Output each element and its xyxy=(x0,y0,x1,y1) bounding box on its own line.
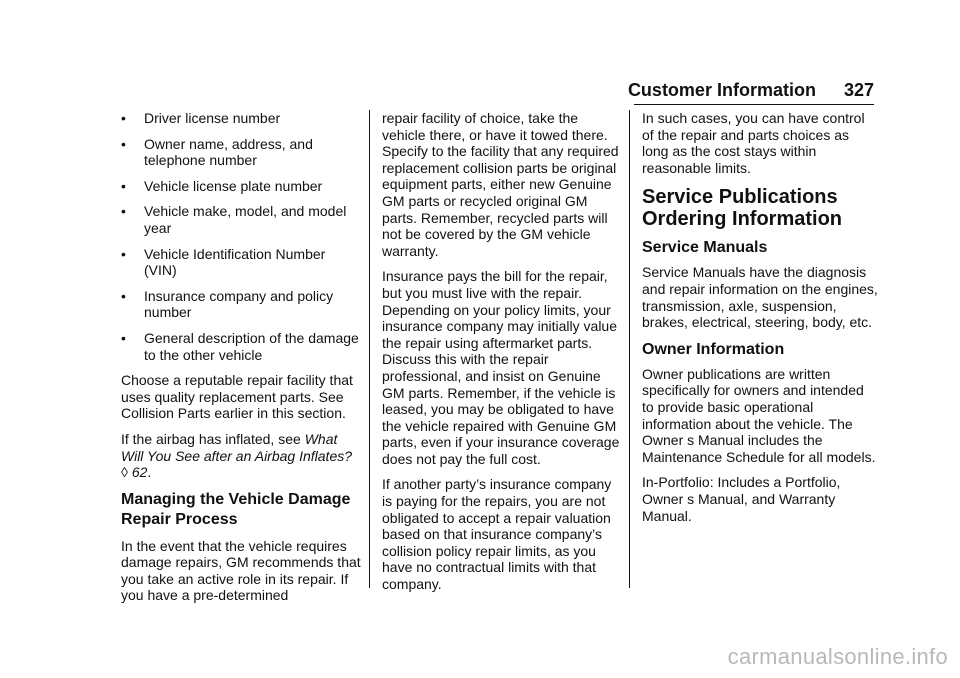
header-rule xyxy=(634,104,874,105)
paragraph-other-party: If another party’s insurance company is paying for the repairs, you are not obligated to accept a repair valuation based on that insurance company’s collision policy repair limits, as you have no contractual limits with that company. xyxy=(382,476,612,593)
section-title: Customer Information xyxy=(627,80,816,100)
column-divider xyxy=(629,110,630,588)
column-3 xyxy=(642,110,878,533)
column-2 xyxy=(382,110,620,602)
paragraph-service-manuals: Service Manuals have the diagnosis and repair information on the engines, transmission, axle, suspension, brakes, electrical, steering, body, etc. xyxy=(642,264,878,331)
list-item-text: Vehicle license plate number xyxy=(144,177,323,194)
list-item xyxy=(121,246,361,279)
page-ref-icon: ◊ xyxy=(121,464,128,481)
airbag-suffix: . xyxy=(147,464,152,481)
list-item xyxy=(121,136,361,169)
bullet-marker: • xyxy=(121,135,126,152)
heading-managing-repair: Managing the Vehicle Damage Repair Process xyxy=(121,490,351,528)
list-item xyxy=(121,178,361,195)
list-item-text: Driver license number xyxy=(144,110,281,126)
list-item-text: General description of the damage to the other vehicle xyxy=(144,329,359,363)
page-header xyxy=(0,80,874,104)
bullet-marker: • xyxy=(121,329,126,346)
bullet-marker: • xyxy=(121,110,126,126)
airbag-prefix: If the airbag has inflated, see xyxy=(121,430,305,447)
list-item-text: Vehicle Identification Number (VIN) xyxy=(144,245,326,279)
list-item xyxy=(121,203,361,236)
paragraph-owner-information: Owner publications are written specifically for owners and intended to provide basic operational information about the vehicle. The Owner s Manual includes the Maintenance Schedule for all models. xyxy=(642,365,876,465)
paragraph-choose-facility: Choose a reputable repair facility that uses quality replacement parts. See Collision Parts earlier in this section. xyxy=(121,372,353,422)
watermark: carmanualsonline.info xyxy=(727,644,948,669)
list-item xyxy=(121,288,361,321)
bullet-marker: • xyxy=(121,177,126,194)
bullet-marker: • xyxy=(121,245,126,262)
page-number: 327 xyxy=(843,80,874,100)
heading-owner-information: Owner Information xyxy=(642,340,785,358)
paragraph-in-portfolio: In-Portfolio: Includes a Portfolio, Owner s Manual, and Warranty Manual. xyxy=(642,474,841,524)
paragraph-insurance: Insurance pays the bill for the repair, but you must live with the repair. Depending on your policy limits, your insurance company may initially value the repair using aftermarket parts. Discuss this with the repair professional, and insist on Genuine GM parts. Remember, if the vehicle is leased, you may be obligated to have the vehicle repaired with Genuine GM parts, even if your insurance coverage does not pay the full cost. xyxy=(382,268,620,467)
paragraph-repair-facility: repair facility of choice, take the vehicle there, or have it towed there. Specify to the facility that any required replacement collision parts be original equipment parts, either new Genuine GM parts or recycled original GM parts. Remember, recycled parts will not be covered by the GM vehicle warranty. xyxy=(382,110,619,259)
heading-service-publications: Service Publications Ordering Information xyxy=(642,186,842,231)
airbag-page-ref[interactable]: 62 xyxy=(131,464,148,481)
list-item xyxy=(121,330,361,363)
list-item xyxy=(121,110,361,127)
list-item-text: Vehicle make, model, and model year xyxy=(144,203,347,236)
airbag-link[interactable]: What Will You See after an Airbag Inflates? xyxy=(121,430,353,464)
list-item-text: Owner name, address, and telephone number xyxy=(144,135,313,169)
bullet-marker: • xyxy=(121,287,126,304)
column-1 xyxy=(121,110,361,613)
heading-service-manuals: Service Manuals xyxy=(642,239,768,257)
list-item-text: Insurance company and policy number xyxy=(144,287,334,321)
column-divider xyxy=(369,110,370,588)
paragraph-airbag xyxy=(121,431,361,481)
paragraph-such-cases: In such cases, you can have control of the repair and parts choices as long as the cost stays within reasonable limits. xyxy=(642,110,865,176)
bullet-marker: • xyxy=(121,203,126,220)
paragraph-event: In the event that the vehicle requires damage repairs, GM recommends that you take an active role in its repair. If you have a pre-determined xyxy=(121,537,361,604)
